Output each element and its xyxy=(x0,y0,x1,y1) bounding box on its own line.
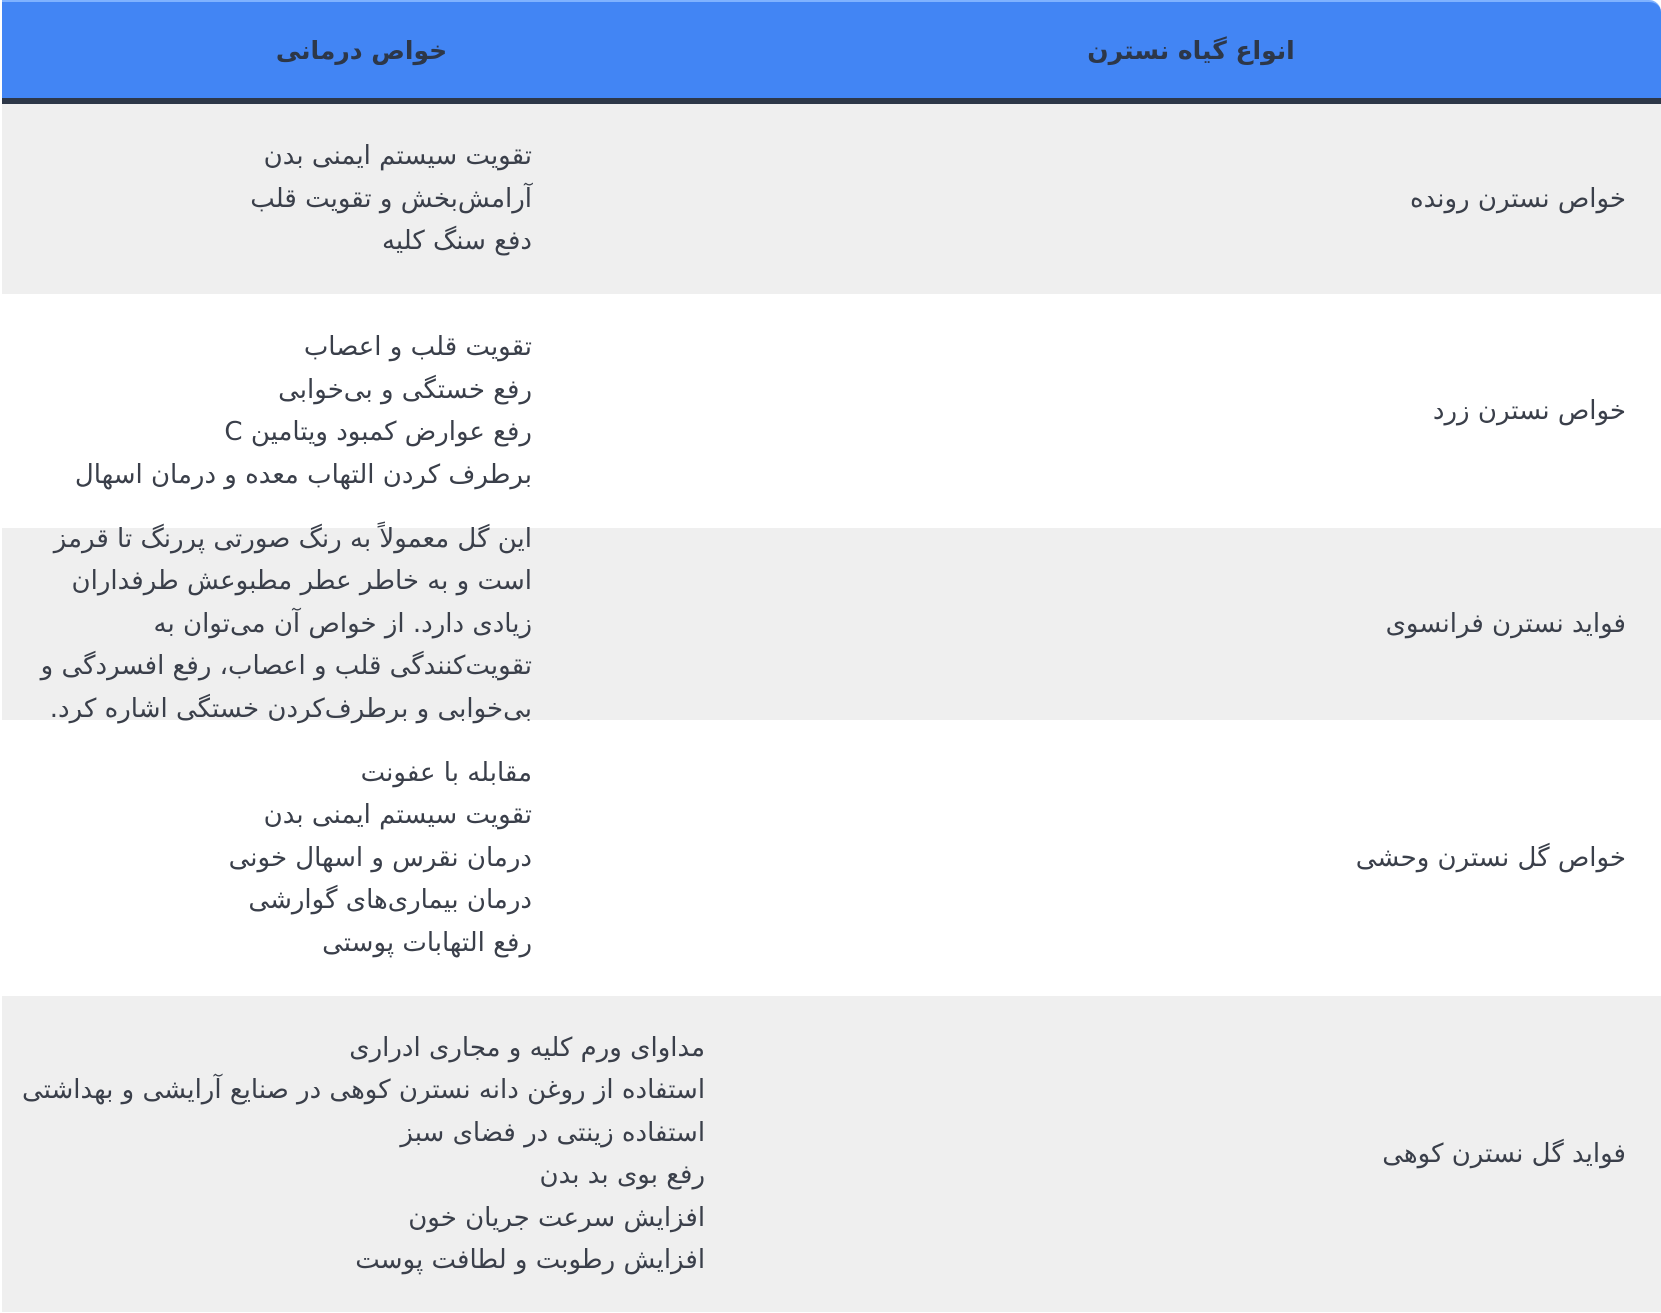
row-properties xyxy=(2,135,632,263)
property: درمان نقرس و اسهال خونی xyxy=(228,842,532,873)
property: استفاده زینتی در فضای سبز xyxy=(400,1117,706,1148)
property: تقویت سیستم ایمنی بدن xyxy=(263,141,532,172)
row-type: خواص گل نسترن وحشی xyxy=(1355,843,1626,873)
row-type: فواید گل نسترن کوهی xyxy=(1382,1139,1626,1169)
property: مداوای ورم کلیه و مجاری ادراری xyxy=(349,1032,706,1063)
property: درمان بیماری‌های گوارشی xyxy=(248,885,532,916)
row-properties xyxy=(2,1027,805,1282)
property: آرامش‌بخش و تقویت قلب xyxy=(250,183,532,214)
property: رفع التهابات پوستی xyxy=(322,927,532,958)
table-row xyxy=(2,523,1661,724)
table-header xyxy=(2,0,1661,104)
row-properties xyxy=(2,326,632,496)
header-type: انواع گیاه نسترن xyxy=(1087,35,1295,65)
table-row xyxy=(2,996,1661,1312)
property: افزایش رطوبت و لطافت پوست xyxy=(355,1245,706,1275)
property: رفع بوی بد بدن xyxy=(539,1160,706,1190)
row-properties xyxy=(2,752,632,965)
header-properties: خواص درمانی xyxy=(275,35,448,65)
property: رفع عوارض کمبود ویتامین C xyxy=(224,417,532,447)
property: تقویت سیستم ایمنی بدن xyxy=(263,800,532,831)
property: رفع خستگی و بی‌خوابی xyxy=(278,374,532,405)
property: استفاده از روغن دانه نسترن کوهی در صنایع آرایشی و بهداشتی xyxy=(22,1075,706,1105)
property: افزایش سرعت جریان خون xyxy=(408,1202,706,1233)
property: تقویت قلب و اعصاب xyxy=(303,332,532,362)
property: برطرف کردن التهاب معده و درمان اسهال xyxy=(74,459,532,490)
row-type: فواید نسترن فرانسوی xyxy=(1385,609,1626,639)
property: مقابله با عفونت xyxy=(360,757,532,788)
property-paragraph: این گل معمولاً به رنگ صورتی پررنگ تا قرمز است و به خاطر عطر مطبوعش طرفداران زیادی دارد. از خواص آن می‌توان به تقویت‌کنندگی قلب و اعصاب، رفع افسردگی و بی‌خوابی و برطرف‌کردن خستگی اشاره کرد. xyxy=(40,523,532,724)
table-row xyxy=(2,720,1661,996)
table-row xyxy=(2,294,1661,528)
table-row xyxy=(2,104,1661,294)
row-properties xyxy=(2,518,632,731)
row-type: خواص نسترن زرد xyxy=(1432,396,1626,426)
property: دفع سنگ کلیه xyxy=(381,226,532,257)
nastaran-table xyxy=(2,0,1661,1312)
row-type: خواص نسترن رونده xyxy=(1409,184,1626,214)
